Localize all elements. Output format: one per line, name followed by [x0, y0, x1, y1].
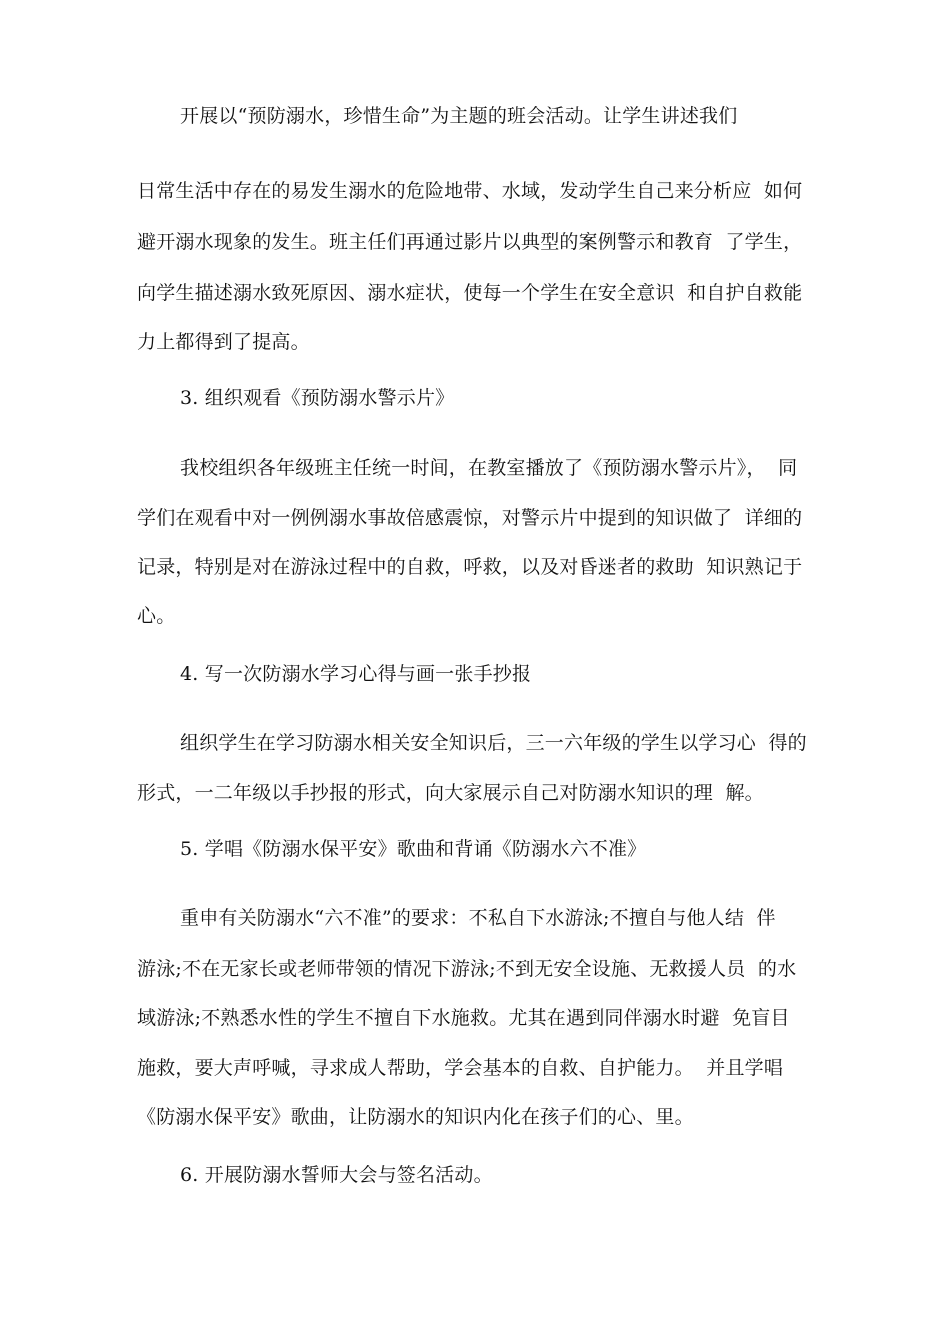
paragraph-line: 组织学生在学习防溺水相关安全知识后，三一六年级的学生以学习心 得的	[180, 732, 807, 754]
section-heading: 3. 组织观看《预防溺水警示片》	[180, 387, 455, 409]
paragraph-line: 心。	[137, 605, 176, 627]
paragraph-line: 力上都得到了提高。	[137, 331, 310, 353]
paragraph-line: 重申有关防溺水“六不准”的要求：不私自下水游泳;不擅自与他人结 伴	[180, 907, 776, 929]
section-heading: 4. 写一次防溺水学习心得与画一张手抄报	[180, 663, 532, 685]
paragraph-line: 日常生活中存在的易发生溺水的危险地带、水域，发动学生自己来分析应 如何	[137, 180, 803, 202]
paragraph-line: 开展以“预防溺水，珍惜生命”为主题的班会活动。让学生讲述我们	[180, 105, 738, 127]
paragraph-line: 域游泳;不熟悉水性的学生不擅自下水施救。尤其在遇到同伴溺水时避 免盲目	[137, 1007, 790, 1029]
paragraph-line: 形式，一二年级以手抄报的形式，向大家展示自己对防溺水知识的理 解。	[137, 782, 764, 804]
paragraph-line: 向学生描述溺水致死原因、溺水症状，使每一个学生在安全意识 和自护自救能	[137, 282, 803, 304]
paragraph-line: 我校组织各年级班主任统一时间，在教室播放了《预防溺水警示片》， 同	[180, 457, 798, 479]
paragraph-line: 《防溺水保平安》歌曲，让防溺水的知识内化在孩子们的心、里。	[137, 1106, 694, 1128]
section-heading: 5. 学唱《防溺水保平安》歌曲和背诵《防溺水六不准》	[180, 838, 647, 860]
section-heading: 6. 开展防溺水誓师大会与签名活动。	[180, 1164, 493, 1186]
paragraph-line: 施救，要大声呼喊，寻求成人帮助，学会基本的自救、自护能力。 并且学唱	[137, 1057, 784, 1079]
paragraph-line: 避开溺水现象的发生。班主任们再通过影片以典型的案例警示和教育 了学生，	[137, 231, 803, 253]
paragraph-line: 记录，特别是对在游泳过程中的自救，呼救，以及对昏迷者的救助 知识熟记于	[137, 556, 803, 578]
paragraph-line: 学们在观看中对一例例溺水事故倍感震惊，对警示片中提到的知识做了 详细的	[137, 507, 803, 529]
paragraph-line: 游泳;不在无家长或老师带领的情况下游泳;不到无安全设施、无救援人员 的水	[137, 958, 797, 980]
